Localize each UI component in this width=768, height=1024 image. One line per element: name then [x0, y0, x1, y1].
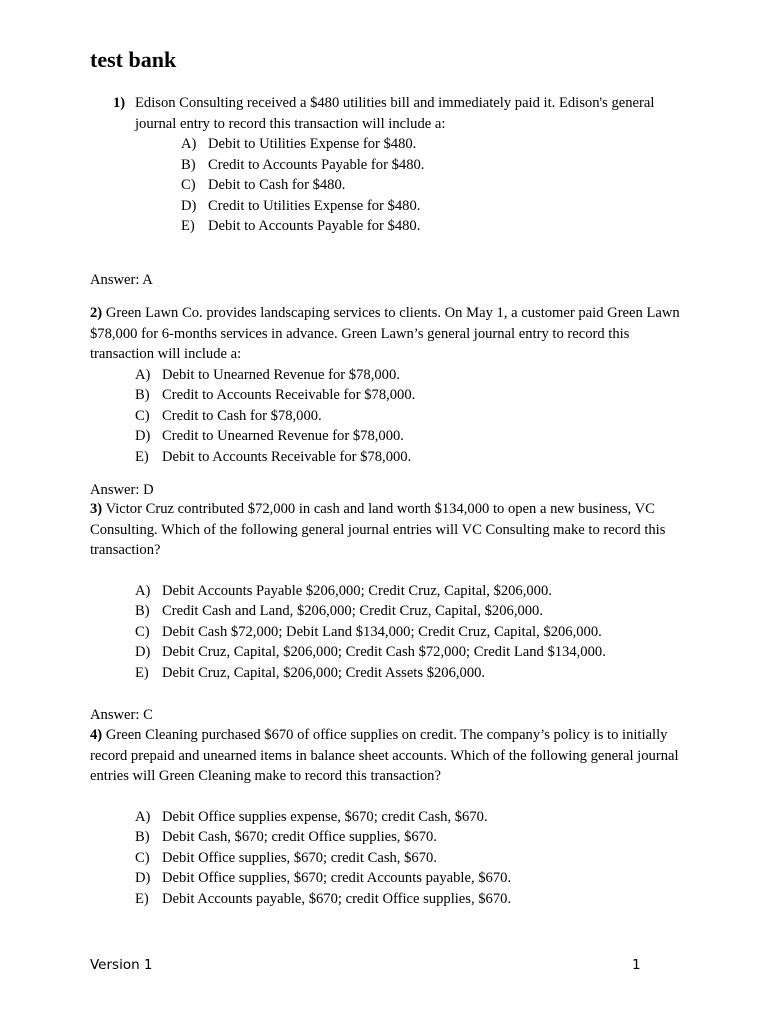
question-4: [90, 725, 680, 909]
answer-2: Answer: D: [90, 482, 154, 498]
option-b: B) Credit to Accounts Receivable for $78,000.: [135, 387, 416, 404]
question-1: [113, 93, 683, 237]
option-e: E) Debit to Accounts Receivable for $78,000.: [135, 448, 412, 465]
option-c: C) Credit to Cash for $78,000.: [135, 407, 322, 424]
options-list: [135, 581, 680, 684]
question-3: [90, 499, 680, 683]
question-stem: Victor Cruz contributed $72,000 in cash and land worth $134,000 to open a new business, VC Consulting. Which of the following general journal entries will VC Consulting make to record this transaction?: [90, 501, 666, 558]
option-a: A) Debit to Utilities Expense for $480.: [181, 136, 417, 152]
question-stem-block: [90, 725, 680, 787]
option-b: B) Debit Cash, $670; credit Office supplies, $670.: [135, 829, 437, 846]
option-e: E) Debit Accounts payable, $670; credit Office supplies, $670.: [135, 890, 512, 907]
question-stem: Green Cleaning purchased $670 of office supplies on credit. The company’s policy is to initially record prepaid and unearned items in balance sheet accounts. Which of the following general journal entries will Green Cleaning make to record this transaction?: [90, 727, 679, 784]
question-2: [90, 303, 680, 467]
option-d: D) Credit to Unearned Revenue for $78,000.: [135, 428, 404, 445]
question-stem-block: [90, 303, 680, 365]
option-c: C) Debit Cash $72,000; Debit Land $134,000; Credit Cruz, Capital, $206,000.: [135, 623, 602, 640]
option-a: A) Debit Office supplies expense, $670; credit Cash, $670.: [135, 808, 488, 825]
option-d: D) Debit Cruz, Capital, $206,000; Credit Cash $72,000; Credit Land $134,000.: [135, 644, 606, 661]
options-list: [135, 365, 680, 468]
question-number: 4): [90, 727, 103, 743]
option-d: D) Debit Office supplies, $670; credit Accounts payable, $670.: [135, 870, 512, 887]
question-stem: Green Lawn Co. provides landscaping services to clients. On May 1, a customer paid Green Lawn $78,000 for 6-months services in advance. Green Lawn’s general journal entry to record this transaction will include a:: [90, 305, 680, 362]
question-number: 3): [90, 501, 103, 517]
options-list: [181, 134, 683, 237]
options-list: [135, 807, 680, 910]
option-c: C) Debit to Cash for $480.: [181, 177, 346, 194]
answer-1: Answer: A: [90, 272, 153, 288]
option-c: C) Debit Office supplies, $670; credit Cash, $670.: [135, 849, 437, 866]
question-stem: Edison Consulting received a $480 utilities bill and immediately paid it. Edison's general journal entry to record this transaction will include a:: [135, 95, 655, 132]
option-e: E) Debit Cruz, Capital, $206,000; Credit Assets $206,000.: [135, 664, 486, 681]
question-number: 1): [113, 95, 126, 111]
page-title: test bank: [90, 47, 177, 72]
option-a: A) Debit to Unearned Revenue for $78,000.: [135, 366, 400, 383]
answer-3: Answer: C: [90, 707, 153, 723]
footer-page-number: 1: [632, 957, 641, 973]
option-b: B) Credit Cash and Land, $206,000; Credit Cruz, Capital, $206,000.: [135, 603, 544, 620]
question-stem-block: [90, 499, 680, 561]
option-b: B) Credit to Accounts Payable for $480.: [181, 156, 425, 173]
question-number: 2): [90, 305, 103, 321]
footer-version: Version 1: [90, 957, 153, 973]
option-a: A) Debit Accounts Payable $206,000; Credit Cruz, Capital, $206,000.: [135, 582, 552, 599]
option-d: D) Credit to Utilities Expense for $480.: [181, 197, 421, 214]
option-e: E) Debit to Accounts Payable for $480.: [181, 218, 421, 235]
